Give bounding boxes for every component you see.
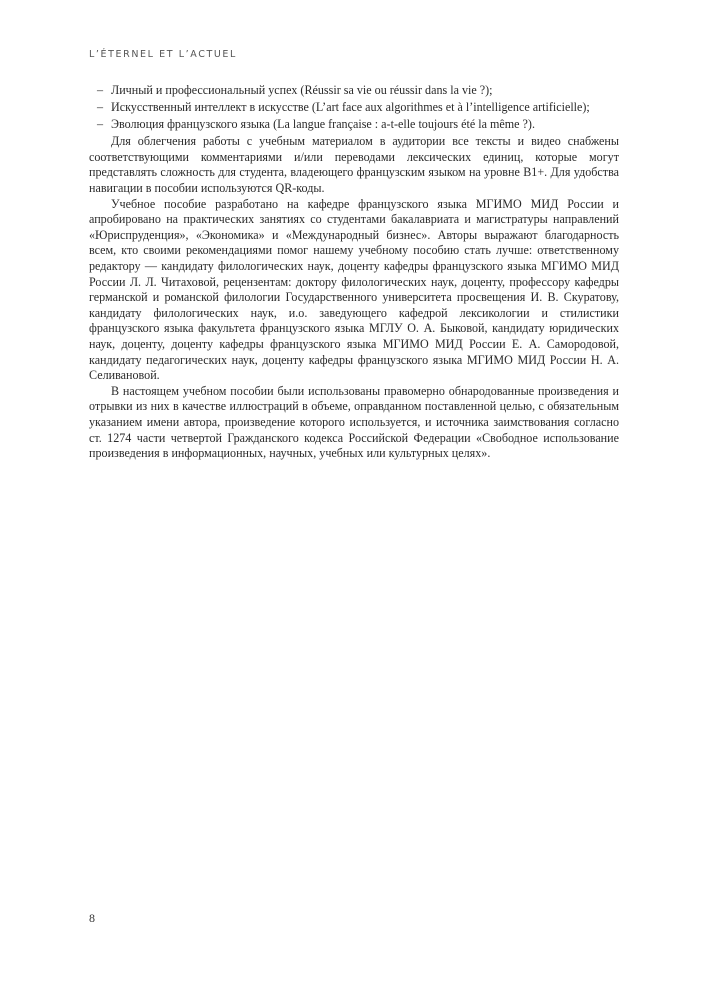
list-item-text: Эволюция французского языка (La langue française : a-t-elle toujours été la même ?). [111,117,535,132]
list-item [89,100,619,116]
list-item-text: Личный и профессиональный успех (Réussir sa vie ou réussir dans la vie ?); [111,83,493,97]
list-dash: – [97,117,104,132]
paragraph-acknowledgements: Учебное пособие разработано на кафедре французского языка МГИМО МИД России и апробировано на практических занятиях со студентами бакалавриата и магистратуры направлений «Юриспруденция», «Экономика» и «Международный бизнес». Авторы выражают благодарность всем, кто своими рекомендациями помог нашему учебному пособию стать лучше: ответственному редактору — кандидату филологических наук, доценту кафедры французского языка МГИМО МИД России Л. Л. Читаховой, рецензентам: доктору филологических наук, доценту, профессору кафедры германской и романской филологии Государственного университета просвещения И. В. Скуратову, кандидату филологических наук, и.о. заведующего кафедрой лексикологии и стилистики французского языка факультета французского языка МГЛУ О. А. Быковой, кандидату юридических наук, доценту, доценту кафедры французского языка МГИМО МИД России Е. А. Самородовой, кандидату педагогических наук, доценту кафедры французского языка МГИМО МИД России Н. А. Селивановой. [89,196,619,383]
list-item [89,83,619,99]
list-dash: – [97,83,104,97]
list-dash: – [97,100,104,115]
topic-list [89,83,619,133]
page-body [89,83,619,462]
list-item-text: Искусственный интеллект в искусстве (L’art face aux algorithmes et à l’intelligence artificielle); [111,100,590,115]
list-item [89,117,619,133]
page-number: 8 [89,911,95,925]
paragraph-copyright: В настоящем учебном пособии были использованы правомерно обнародованные произведения и отрывки из них в качестве иллюстраций в объеме, оправданном поставленной целью, с обязательным указанием имени автора, произведение которого используется, и источника заимствования согласно ст. 1274 части четвертой Гражданского кодекса Российской Федерации «Свободное использование произведения в информационных, научных, учебных или культурных целях». [89,383,619,461]
paragraph-materials: Для облегчения работы с учебным материалом в аудитории все тексты и видео снабжены соответствующими комментариями и/или переводами лексических единиц, которые могут представлять сложность для студента, владеющего французским языком на уровне B1+. Для удобства навигации в пособии используются QR-коды. [89,134,619,196]
running-header: L’ÉTERNEL ET L’ACTUEL [89,49,237,60]
